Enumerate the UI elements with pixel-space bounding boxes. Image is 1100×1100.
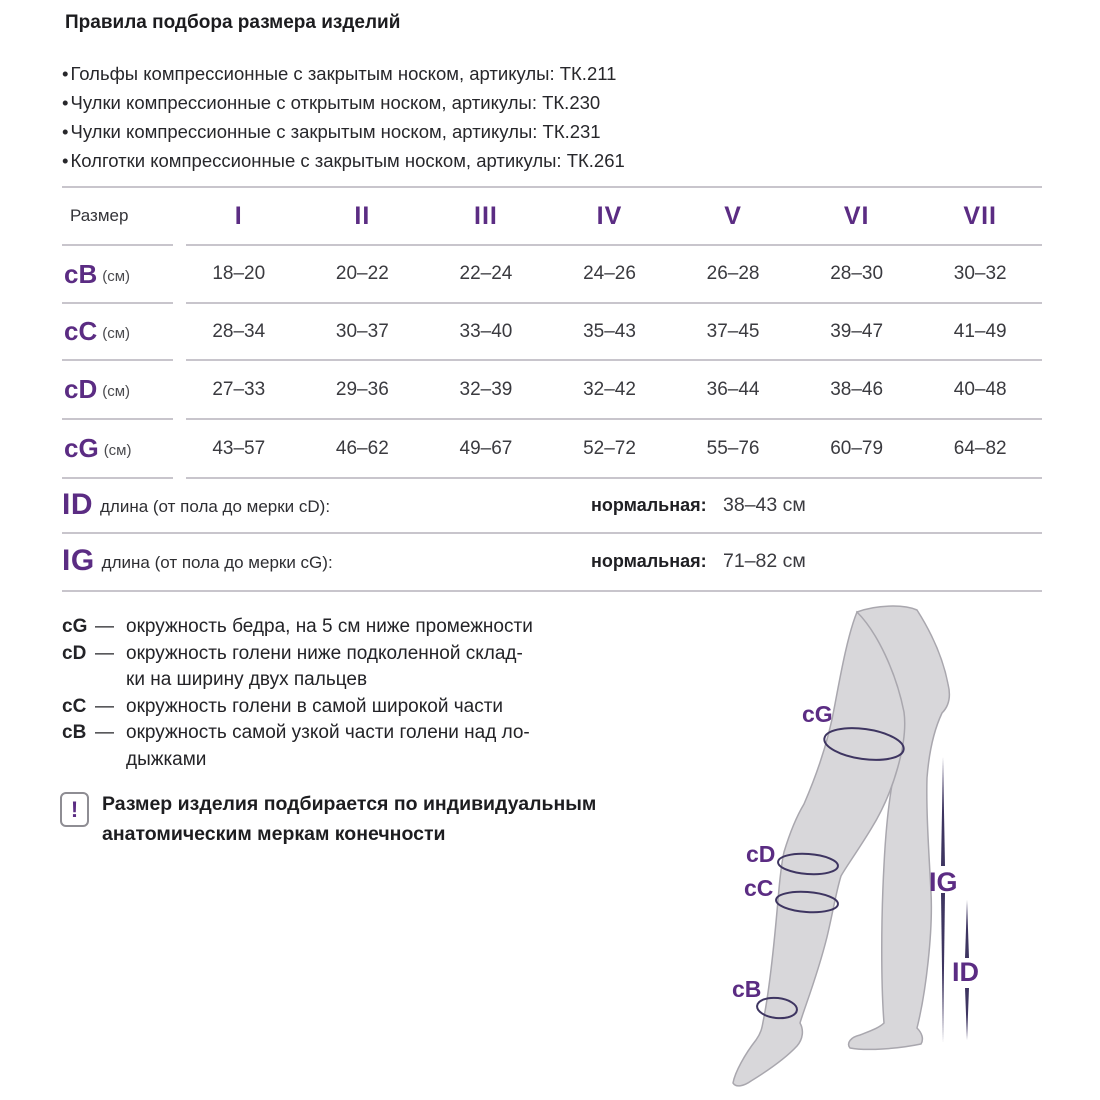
size-value-cell: 39–47 <box>830 320 884 342</box>
size-value-cell: 52–72 <box>583 437 636 459</box>
figure-label-id: ID <box>952 957 979 987</box>
size-value-cell: 38–46 <box>830 378 884 400</box>
length-type: нормальная: <box>591 550 707 571</box>
product-item <box>62 88 625 117</box>
exclamation-icon: ! <box>60 792 89 827</box>
size-value-cell: 20–22 <box>335 263 389 284</box>
ig-measure-line <box>941 757 945 866</box>
id-measure-line <box>965 988 969 1040</box>
bullet-icon: • <box>62 150 69 171</box>
figure-label-cg: cG <box>802 701 833 727</box>
length-row-ig <box>62 532 1042 590</box>
row-label-cb: cB (см) <box>64 258 131 289</box>
ig-measure-line <box>941 893 945 1043</box>
length-description: длина (от пола до мерки cG): <box>101 552 333 572</box>
figure-label-ig: IG <box>929 867 958 897</box>
id-measure-line <box>965 900 969 958</box>
legend-item-cg: cG — окружность бедра, на 5 см ниже промежности <box>62 614 533 641</box>
legend-item-cc: cC — окружность голени в самой широкой части <box>62 694 533 721</box>
length-label: IG <box>62 544 95 577</box>
size-value-cell: 18–20 <box>212 263 266 284</box>
dash: — <box>95 722 114 743</box>
size-value-cell: 30–37 <box>335 320 389 342</box>
size-value-cell: 55–76 <box>706 437 760 459</box>
legend-item-cd: cD — окружность голени ниже подколенной склад- ки на ширину двух пальцев <box>62 641 533 694</box>
measurement-legend <box>62 614 533 773</box>
size-value-cell: 32–42 <box>583 378 636 400</box>
unit-label: (см) <box>102 325 131 342</box>
dash: — <box>95 695 114 717</box>
product-item <box>62 146 625 175</box>
product-item-label: Чулки компрессионные с закрытым носком, артикулы: ТК.231 <box>70 121 601 142</box>
legs-figure <box>700 600 1100 1100</box>
size-value-cell: 36–44 <box>706 378 760 400</box>
size-value-cell: 29–36 <box>335 378 389 400</box>
bullet-icon: • <box>62 92 69 113</box>
size-value-cell: 49–67 <box>459 437 513 459</box>
length-row-id <box>62 478 1042 532</box>
length-value: 38–43 см <box>723 493 806 516</box>
size-column-header: V <box>724 201 742 230</box>
note <box>60 790 596 849</box>
row-label-cc: cC (см) <box>64 316 131 346</box>
size-value-cell: 28–34 <box>212 320 266 342</box>
size-column-header: VII <box>963 201 997 230</box>
row-label-cd: cD (см) <box>64 374 131 404</box>
size-value-cell: 32–39 <box>459 378 513 400</box>
size-value-cell: 28–30 <box>830 263 884 284</box>
size-value-cell: 24–26 <box>583 263 636 284</box>
page-title: Правила подбора размера изделий <box>65 12 401 33</box>
size-column-header: I <box>234 201 243 230</box>
size-value-cell: 41–49 <box>953 320 1007 342</box>
size-column-header: IV <box>596 201 623 230</box>
figure-label-cb: cB <box>732 976 762 1002</box>
length-description: длина (от пола до мерки cD): <box>100 496 331 516</box>
size-value-cell: 27–33 <box>212 378 266 400</box>
size-table-caption: Размер <box>70 206 129 225</box>
size-value-cell: 40–48 <box>953 378 1007 400</box>
size-value-cell: 30–32 <box>953 263 1007 284</box>
note-text: Размер изделия подбирается по индивидуальным анатомическим меркам конечности <box>102 793 597 845</box>
product-item-label: Гольфы компрессионные с закрытым носком, артикулы: ТК.211 <box>70 63 617 84</box>
length-type: нормальная: <box>591 494 707 515</box>
legend-item-cb: cB — окружность самой узкой части голени над ло- дыжками <box>62 720 533 773</box>
size-column-header: II <box>354 201 371 230</box>
dash: — <box>95 616 114 637</box>
dash: — <box>95 642 114 664</box>
size-value-cell: 64–82 <box>953 437 1007 459</box>
unit-label: (см) <box>102 383 131 400</box>
product-item <box>62 117 625 146</box>
size-value-cell: 46–62 <box>335 437 389 459</box>
size-table <box>62 187 1042 478</box>
product-item-label: Чулки компрессионные с открытым носком, артикулы: ТК.230 <box>70 92 601 113</box>
product-list <box>62 59 625 175</box>
divider <box>62 590 1042 592</box>
size-column-header: III <box>474 201 498 230</box>
length-label: ID <box>62 488 93 521</box>
figure-label-cd: cD <box>746 841 776 867</box>
bullet-icon: • <box>62 121 69 142</box>
size-value-cell: 26–28 <box>706 263 760 284</box>
size-value-cell: 37–45 <box>706 320 760 342</box>
unit-label: (см) <box>103 442 132 459</box>
row-label-cg: cG (см) <box>64 433 132 463</box>
unit-label: (см) <box>102 267 131 285</box>
size-column-header: VI <box>843 201 870 230</box>
size-value-cell: 60–79 <box>830 437 884 459</box>
figure-label-cc: cC <box>744 875 774 901</box>
product-item-label: Колготки компрессионные с закрытым носком, артикулы: ТК.261 <box>70 150 625 171</box>
length-value: 71–82 см <box>723 549 806 572</box>
bullet-icon: • <box>62 63 69 84</box>
size-value-cell: 33–40 <box>459 320 513 342</box>
size-value-cell: 35–43 <box>583 320 636 342</box>
size-value-cell: 22–24 <box>459 263 513 284</box>
size-value-cell: 43–57 <box>212 437 266 459</box>
product-item <box>62 59 625 88</box>
